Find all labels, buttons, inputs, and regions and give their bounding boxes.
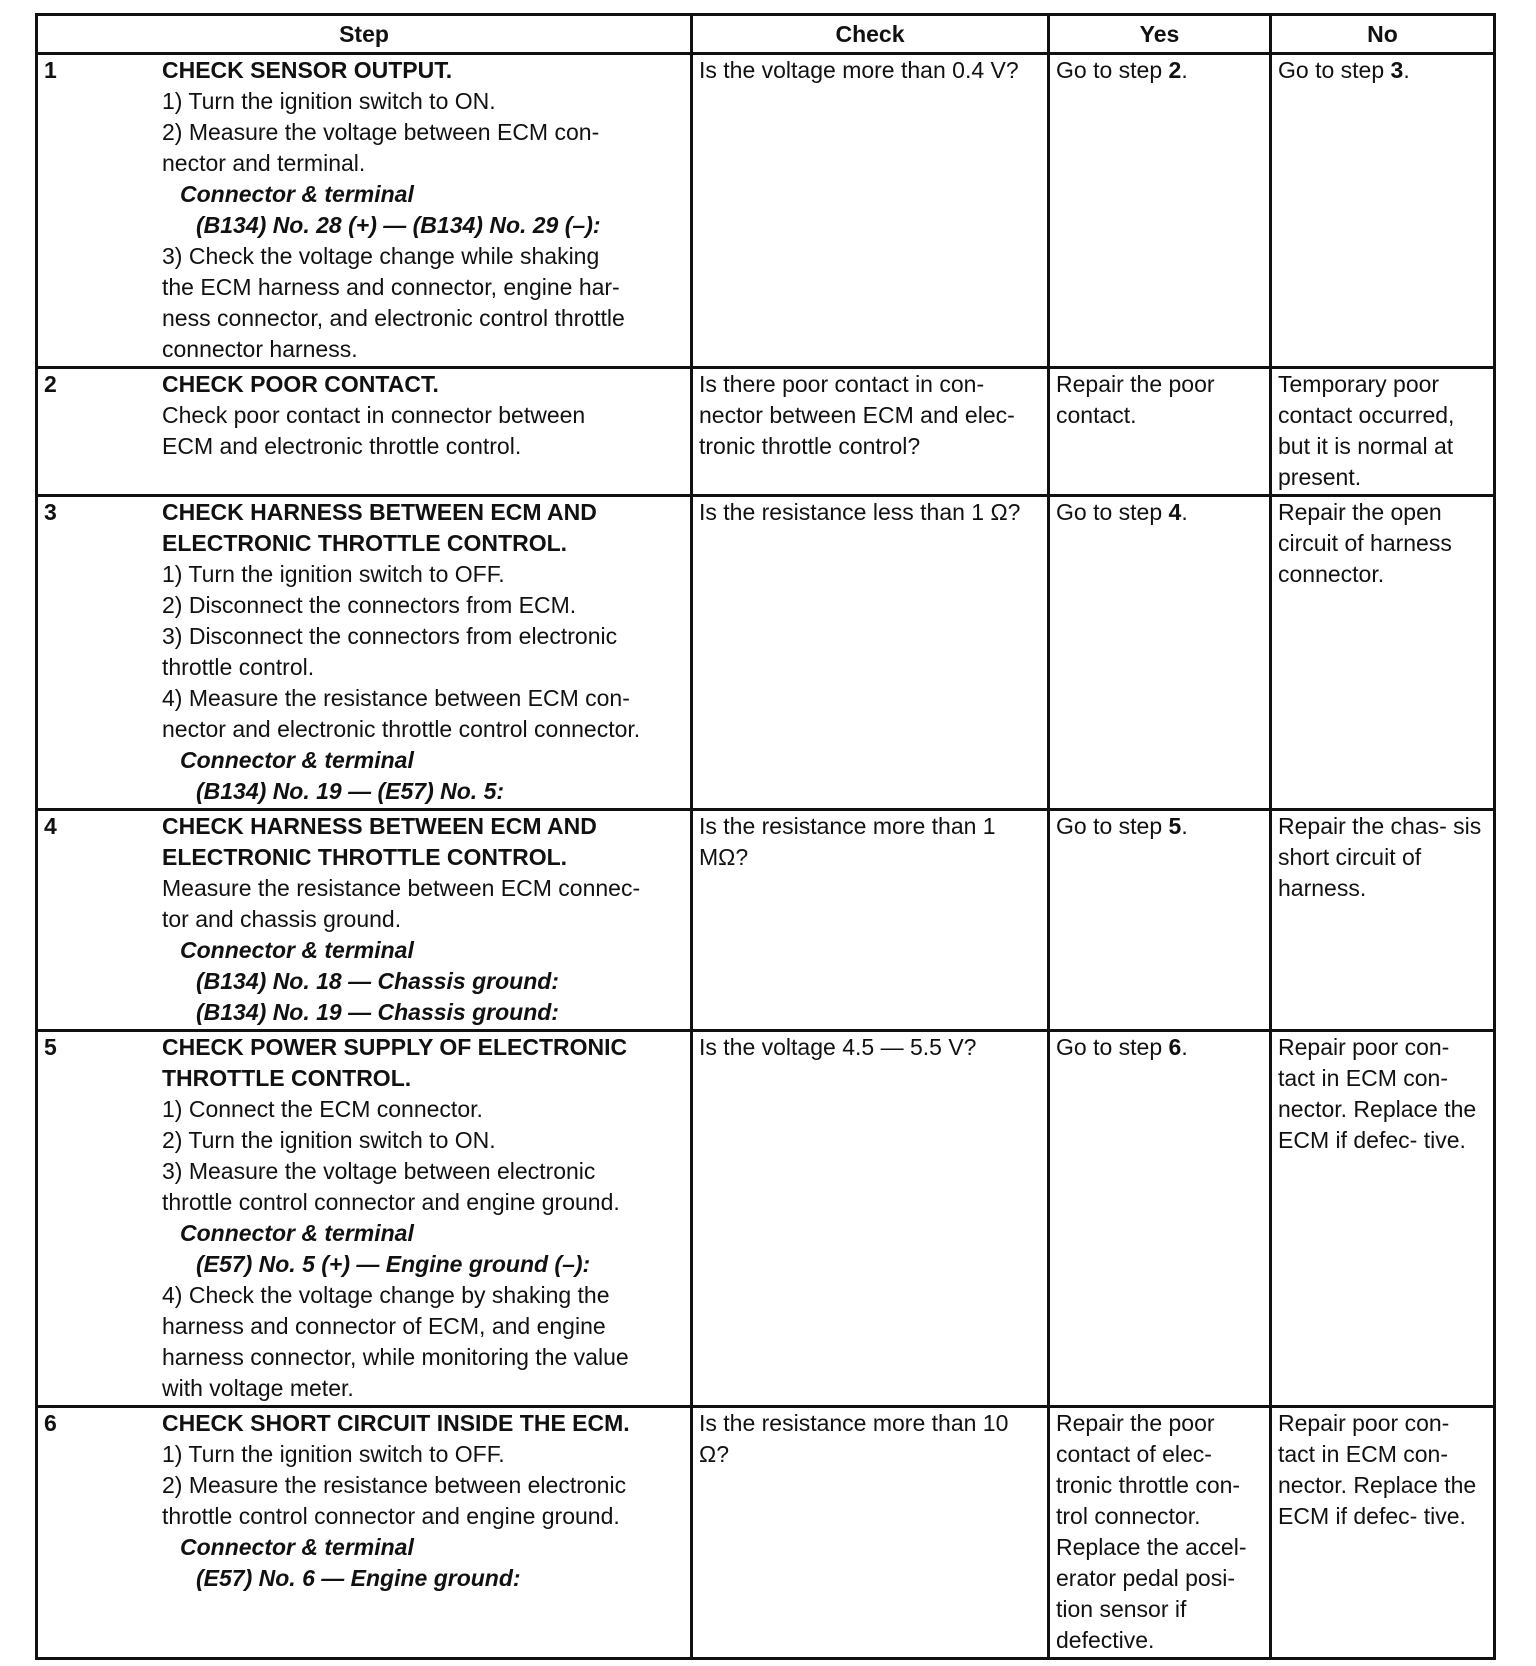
step-instruction: 3) Check the voltage change while shaking (162, 243, 600, 269)
step-title: CHECK SENSOR OUTPUT. (162, 57, 453, 83)
step-title: CHECK HARNESS BETWEEN ECM AND ELECTRONIC THROTTLE CONTROL. (162, 499, 597, 556)
table-row (37, 496, 1495, 810)
step-instruction: connector harness. (162, 336, 358, 362)
check-cell: Is the voltage more than 0.4 V? (692, 54, 1049, 368)
yes-action-suffix: . (1181, 57, 1188, 83)
yes-action-step-number: 5 (1168, 813, 1182, 839)
table-row (37, 368, 1495, 496)
step-cell (37, 1031, 692, 1407)
connector-terminal-label: Connector & terminal (180, 1220, 414, 1246)
step-instruction: 4) Measure the resistance between ECM con- (162, 685, 630, 711)
connector-terminal-label: Connector & terminal (180, 1534, 414, 1560)
step-cell-content (44, 811, 684, 1028)
step-cell (37, 810, 692, 1031)
step-instruction: 2) Disconnect the connectors from ECM. (162, 592, 577, 618)
table-row (37, 54, 1495, 368)
yes-action-prefix: Go to step (1056, 813, 1169, 839)
step-instruction: 4) Check the voltage change by shaking the (162, 1282, 610, 1308)
table-row (37, 810, 1495, 1031)
step-title: CHECK POWER SUPPLY OF ELECTRONIC THROTTLE CONTROL. (162, 1034, 628, 1091)
step-instruction: 1) Turn the ignition switch to OFF. (162, 1441, 505, 1467)
step-instruction: 3) Measure the voltage between electronic (162, 1158, 596, 1184)
check-cell: Is the voltage 4.5 — 5.5 V? (692, 1031, 1049, 1407)
step-body (162, 497, 684, 807)
connector-terminal-label: Connector & terminal (180, 181, 414, 207)
step-title: CHECK HARNESS BETWEEN ECM AND ELECTRONIC THROTTLE CONTROL. (162, 813, 597, 870)
step-body (162, 369, 684, 462)
step-instruction: 3) Disconnect the connectors from electronic (162, 623, 618, 649)
check-cell: Is the resistance more than 1 MΩ? (692, 810, 1049, 1031)
yes-cell (1049, 368, 1271, 496)
connector-terminal-spec: (B134) No. 28 (+) — (B134) No. 29 (–): (196, 212, 601, 238)
yes-action-text: Repair the poor contact of elec- tronic throttle con- trol connector. Replace the accel- erator pedal posi- tion sensor if defective. (1056, 1410, 1247, 1653)
no-cell (1271, 368, 1495, 496)
no-action-text: Repair the open circuit of harness connector. (1278, 499, 1452, 587)
step-body (162, 55, 684, 365)
yes-action-text: Repair the poor contact. (1056, 371, 1215, 428)
step-title: CHECK SHORT CIRCUIT INSIDE THE ECM. (162, 1410, 630, 1436)
yes-action-prefix: Go to step (1056, 499, 1169, 525)
no-cell (1271, 54, 1495, 368)
step-number: 1 (44, 57, 57, 83)
no-cell (1271, 496, 1495, 810)
step-cell (37, 1407, 692, 1659)
step-cell-content (44, 55, 684, 365)
no-cell (1271, 1407, 1495, 1659)
connector-terminal-spec: (E57) No. 6 — Engine ground: (196, 1565, 521, 1591)
step-instruction: throttle control connector and engine ground. (162, 1503, 620, 1529)
table-row (37, 1031, 1495, 1407)
no-action-text: Temporary poor contact occurred, but it is normal at present. (1278, 371, 1455, 490)
header-check: Check (692, 15, 1049, 54)
step-instruction: harness and connector of ECM, and engine (162, 1313, 606, 1339)
header-step: Step (37, 15, 692, 54)
diagnostic-procedure-table (35, 13, 1496, 1660)
step-instruction: the ECM harness and connector, engine har- (162, 274, 620, 300)
step-number: 3 (44, 499, 57, 525)
no-cell (1271, 810, 1495, 1031)
connector-terminal-spec: (B134) No. 19 — Chassis ground: (196, 999, 559, 1025)
step-instruction: ness connector, and electronic control throttle (162, 305, 625, 331)
step-instruction: tor and chassis ground. (162, 906, 402, 932)
step-cell-content (44, 497, 684, 807)
check-cell: Is the resistance less than 1 Ω? (692, 496, 1049, 810)
step-instruction: 2) Turn the ignition switch to ON. (162, 1127, 496, 1153)
step-instruction: ECM and electronic throttle control. (162, 433, 522, 459)
step-title: CHECK POOR CONTACT. (162, 371, 439, 397)
connector-terminal-spec: (B134) No. 19 — (E57) No. 5: (196, 778, 505, 804)
step-instruction: 1) Connect the ECM connector. (162, 1096, 483, 1122)
yes-cell (1049, 810, 1271, 1031)
yes-action-suffix: . (1181, 499, 1188, 525)
connector-terminal-spec: (E57) No. 5 (+) — Engine ground (–): (196, 1251, 591, 1277)
yes-action-suffix: . (1181, 813, 1188, 839)
step-number: 2 (44, 371, 57, 397)
step-number: 4 (44, 813, 57, 839)
header-no: No (1271, 15, 1495, 54)
step-instruction: throttle control. (162, 654, 315, 680)
yes-action-step-number: 4 (1168, 499, 1182, 525)
step-body (162, 1032, 684, 1404)
step-cell (37, 54, 692, 368)
step-cell-content (44, 1032, 684, 1404)
step-instruction: 2) Measure the voltage between ECM con- (162, 119, 600, 145)
step-instruction: nector and terminal. (162, 150, 366, 176)
no-action-suffix: . (1403, 57, 1410, 83)
yes-action-prefix: Go to step (1056, 57, 1169, 83)
no-action-text: Repair the chas- sis short circuit of harness. (1278, 813, 1482, 901)
yes-cell (1049, 1031, 1271, 1407)
table-header-row (37, 15, 1495, 54)
yes-action-prefix: Go to step (1056, 1034, 1169, 1060)
yes-cell (1049, 496, 1271, 810)
step-cell-content (44, 1408, 684, 1594)
step-instruction: 1) Turn the ignition switch to OFF. (162, 561, 505, 587)
yes-cell (1049, 1407, 1271, 1659)
no-action-prefix: Go to step (1278, 57, 1391, 83)
check-cell: Is there poor contact in con- nector between ECM and elec- tronic throttle control? (692, 368, 1049, 496)
step-instruction: 2) Measure the resistance between electronic (162, 1472, 627, 1498)
no-action-text: Repair poor con- tact in ECM con- nector. Replace the ECM if defec- tive. (1278, 1034, 1477, 1153)
connector-terminal-label: Connector & terminal (180, 747, 414, 773)
step-instruction: Measure the resistance between ECM connec- (162, 875, 641, 901)
step-body (162, 1408, 684, 1594)
step-cell-content (44, 369, 684, 462)
no-cell (1271, 1031, 1495, 1407)
check-cell: Is the resistance more than 10 Ω? (692, 1407, 1049, 1659)
step-instruction: throttle control connector and engine ground. (162, 1189, 620, 1215)
no-action-text: Repair poor con- tact in ECM con- nector. Replace the ECM if defec- tive. (1278, 1410, 1477, 1529)
step-instruction: harness connector, while monitoring the value (162, 1344, 629, 1370)
step-instruction: 1) Turn the ignition switch to ON. (162, 88, 496, 114)
step-body (162, 811, 684, 1028)
table-row (37, 1407, 1495, 1659)
step-cell (37, 496, 692, 810)
step-instruction: nector and electronic throttle control connector. (162, 716, 641, 742)
step-number: 6 (44, 1410, 57, 1436)
yes-action-suffix: . (1181, 1034, 1188, 1060)
no-action-step-number: 3 (1390, 57, 1404, 83)
yes-cell (1049, 54, 1271, 368)
connector-terminal-spec: (B134) No. 18 — Chassis ground: (196, 968, 559, 994)
yes-action-step-number: 6 (1168, 1034, 1182, 1060)
connector-terminal-label: Connector & terminal (180, 937, 414, 963)
step-instruction: with voltage meter. (162, 1375, 354, 1401)
header-yes: Yes (1049, 15, 1271, 54)
yes-action-step-number: 2 (1168, 57, 1182, 83)
step-number: 5 (44, 1034, 57, 1060)
step-cell (37, 368, 692, 496)
step-instruction: Check poor contact in connector between (162, 402, 586, 428)
